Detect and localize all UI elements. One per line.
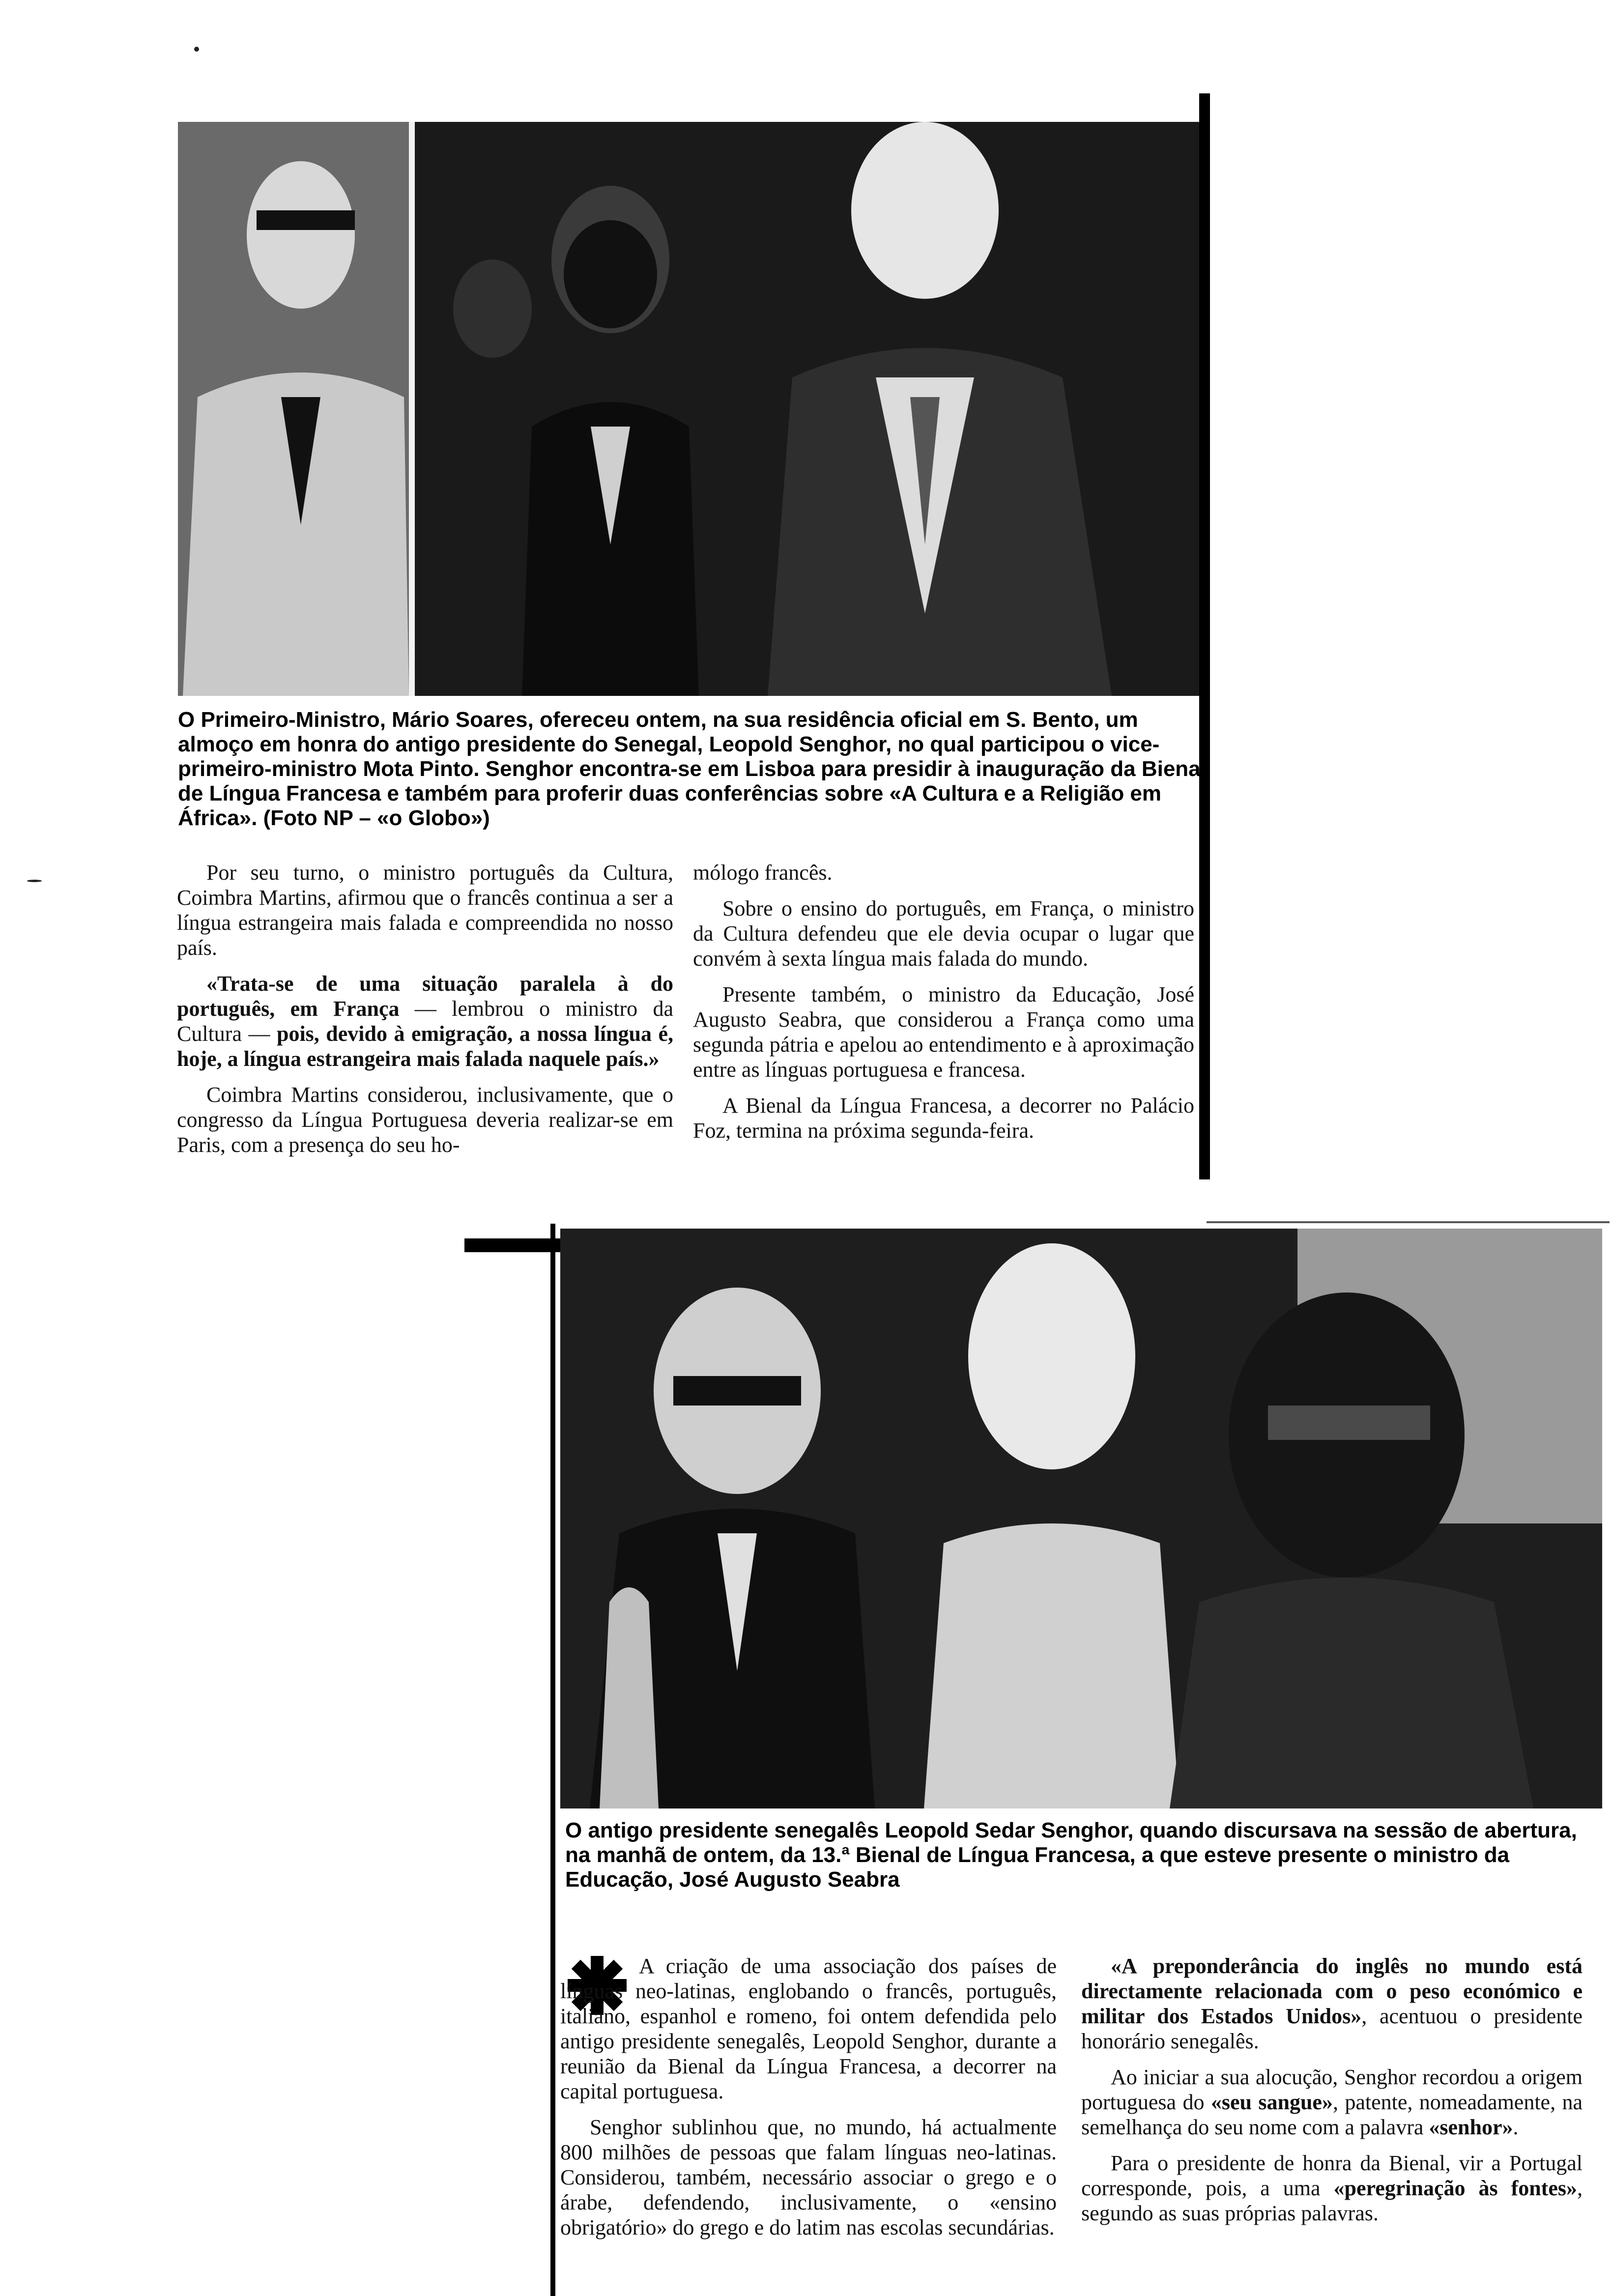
photo-caption-2: O antigo presidente senegalês Leopold Sedar Senghor, quando discursava na sessão de abertura, na manhã de ontem, da 13.ª Bienal de Língua Francesa, a que esteve presente o ministro da Educação, José Augusto Seabra bbox=[565, 1818, 1577, 1892]
quote-plain: — lembrou o ministro da Cultura — bbox=[177, 997, 673, 1046]
article2-column-left bbox=[560, 1953, 1057, 2251]
paragraph-lead bbox=[560, 1953, 1057, 2104]
article2-column-right bbox=[1081, 1953, 1583, 2237]
paragraph: A Bienal da Língua Francesa, a decorrer no Palácio Foz, termina na próxima segunda-feira. bbox=[693, 1093, 1194, 1143]
photo-senghor-speech bbox=[560, 1229, 1602, 1808]
quote-bold: «Trata-se de uma situação paralela à do português, em França bbox=[177, 972, 673, 1021]
text: Ao iniciar a sua alocução, Senghor recordou a origem portuguesa do bbox=[1081, 2065, 1583, 2114]
paragraph-continuation: mólogo francês. bbox=[693, 861, 833, 885]
article1-column-right bbox=[693, 860, 1194, 1154]
paragraph bbox=[1081, 2065, 1583, 2140]
text-bold: «peregrinação às fontes» bbox=[1333, 2176, 1577, 2200]
photo-official-lunch bbox=[178, 122, 1205, 696]
text: Para o presidente de honra da Bienal, vir a Portugal corresponde, pois, a uma bbox=[1081, 2151, 1583, 2200]
scan-speck bbox=[194, 47, 199, 52]
paragraph-quote bbox=[177, 971, 673, 1071]
text: . bbox=[1513, 2115, 1519, 2139]
article1-column-left bbox=[177, 860, 673, 1168]
paragraph: Senghor sublinhou que, no mundo, há actualmente 800 milhões de pessoas que falam línguas neo-latinas. Considerou, também, necessário associar o grego e o árabe, defendendo, inclusivamente, o «ensino obrigatório» do grego e do latim nas escolas secundárias. bbox=[560, 2115, 1057, 2239]
paragraph: Sobre o ensino do português, em França, o ministro da Cultura defendeu que ele devia ocupar o lugar que convém à sexta língua mais falada do mundo. bbox=[693, 896, 1194, 971]
vertical-rule-right bbox=[1199, 93, 1210, 1179]
scan-speck bbox=[27, 880, 42, 882]
photo-senghor-speech-icon bbox=[560, 1229, 1602, 1808]
paragraph: Coimbra Martins considerou, inclusivamente, que o congresso da Língua Portuguesa deveria realizar-se em Paris, com a presença do seu ho- bbox=[177, 1083, 673, 1157]
text: , segundo as suas próprias palavras. bbox=[1081, 2176, 1583, 2225]
quote-bold-2: pois, devido à emigração, a nossa língua é, hoje, a língua estrangeira mais falada naquele país.» bbox=[177, 1022, 673, 1071]
quote-bold: «A preponderância do inglês no mundo está directamente relacionada com o peso económico e militar dos Estados Unidos» bbox=[1081, 1954, 1583, 2028]
text: , patente, nomeadamente, na semelhança do seu nome com a palavra bbox=[1081, 2090, 1583, 2139]
photo-caption-1: O Primeiro-Ministro, Mário Soares, ofereceu ontem, na sua residência oficial em S. Bento, um almoço em honra do antigo presidente do Senegal, Leopold Senghor, no qual participou o vice-primeiro-ministro Mota Pinto. Senghor encontra-se em Lisboa para presidir à inauguração da Bienal de Língua Francesa e também para proferir duas conferências sobre «A Cultura e a Religião em África». (Foto NP – «o Globo») bbox=[178, 708, 1207, 830]
paragraph: Presente também, o ministro da Educação, José Augusto Seabra, que considerou a França como uma segunda pátria e apelou ao entendimento e à aproximação entre as línguas portuguesa e francesa. bbox=[693, 982, 1194, 1082]
text-bold: «senhor» bbox=[1429, 2115, 1513, 2139]
thin-rule-right bbox=[1207, 1221, 1610, 1223]
paragraph-quote bbox=[1081, 1953, 1583, 2054]
paragraph bbox=[1081, 2151, 1583, 2226]
paragraph: Por seu turno, o ministro português da Cultura, Coimbra Martins, afirmou que o francês continua a ser a língua estrangeira mais falada e compreendida no nosso país. bbox=[177, 861, 673, 960]
quote-plain: , acentuou o presidente honorário senegalês. bbox=[1081, 2004, 1583, 2053]
photo-three-men-icon bbox=[178, 122, 1205, 696]
vertical-rule-left bbox=[550, 1224, 555, 2296]
lead-text: A criação de uma associação dos países de línguas neo-latinas, englobando o francês, português, italiano, espanhol e romeno, foi ontem defendida pelo antigo presidente senegalês, Leopold Senghor, durante a reunião da Bienal da Língua Francesa, a decorrer na capital portuguesa. bbox=[560, 1954, 1057, 2103]
text-bold: «seu sangue» bbox=[1210, 2090, 1333, 2114]
